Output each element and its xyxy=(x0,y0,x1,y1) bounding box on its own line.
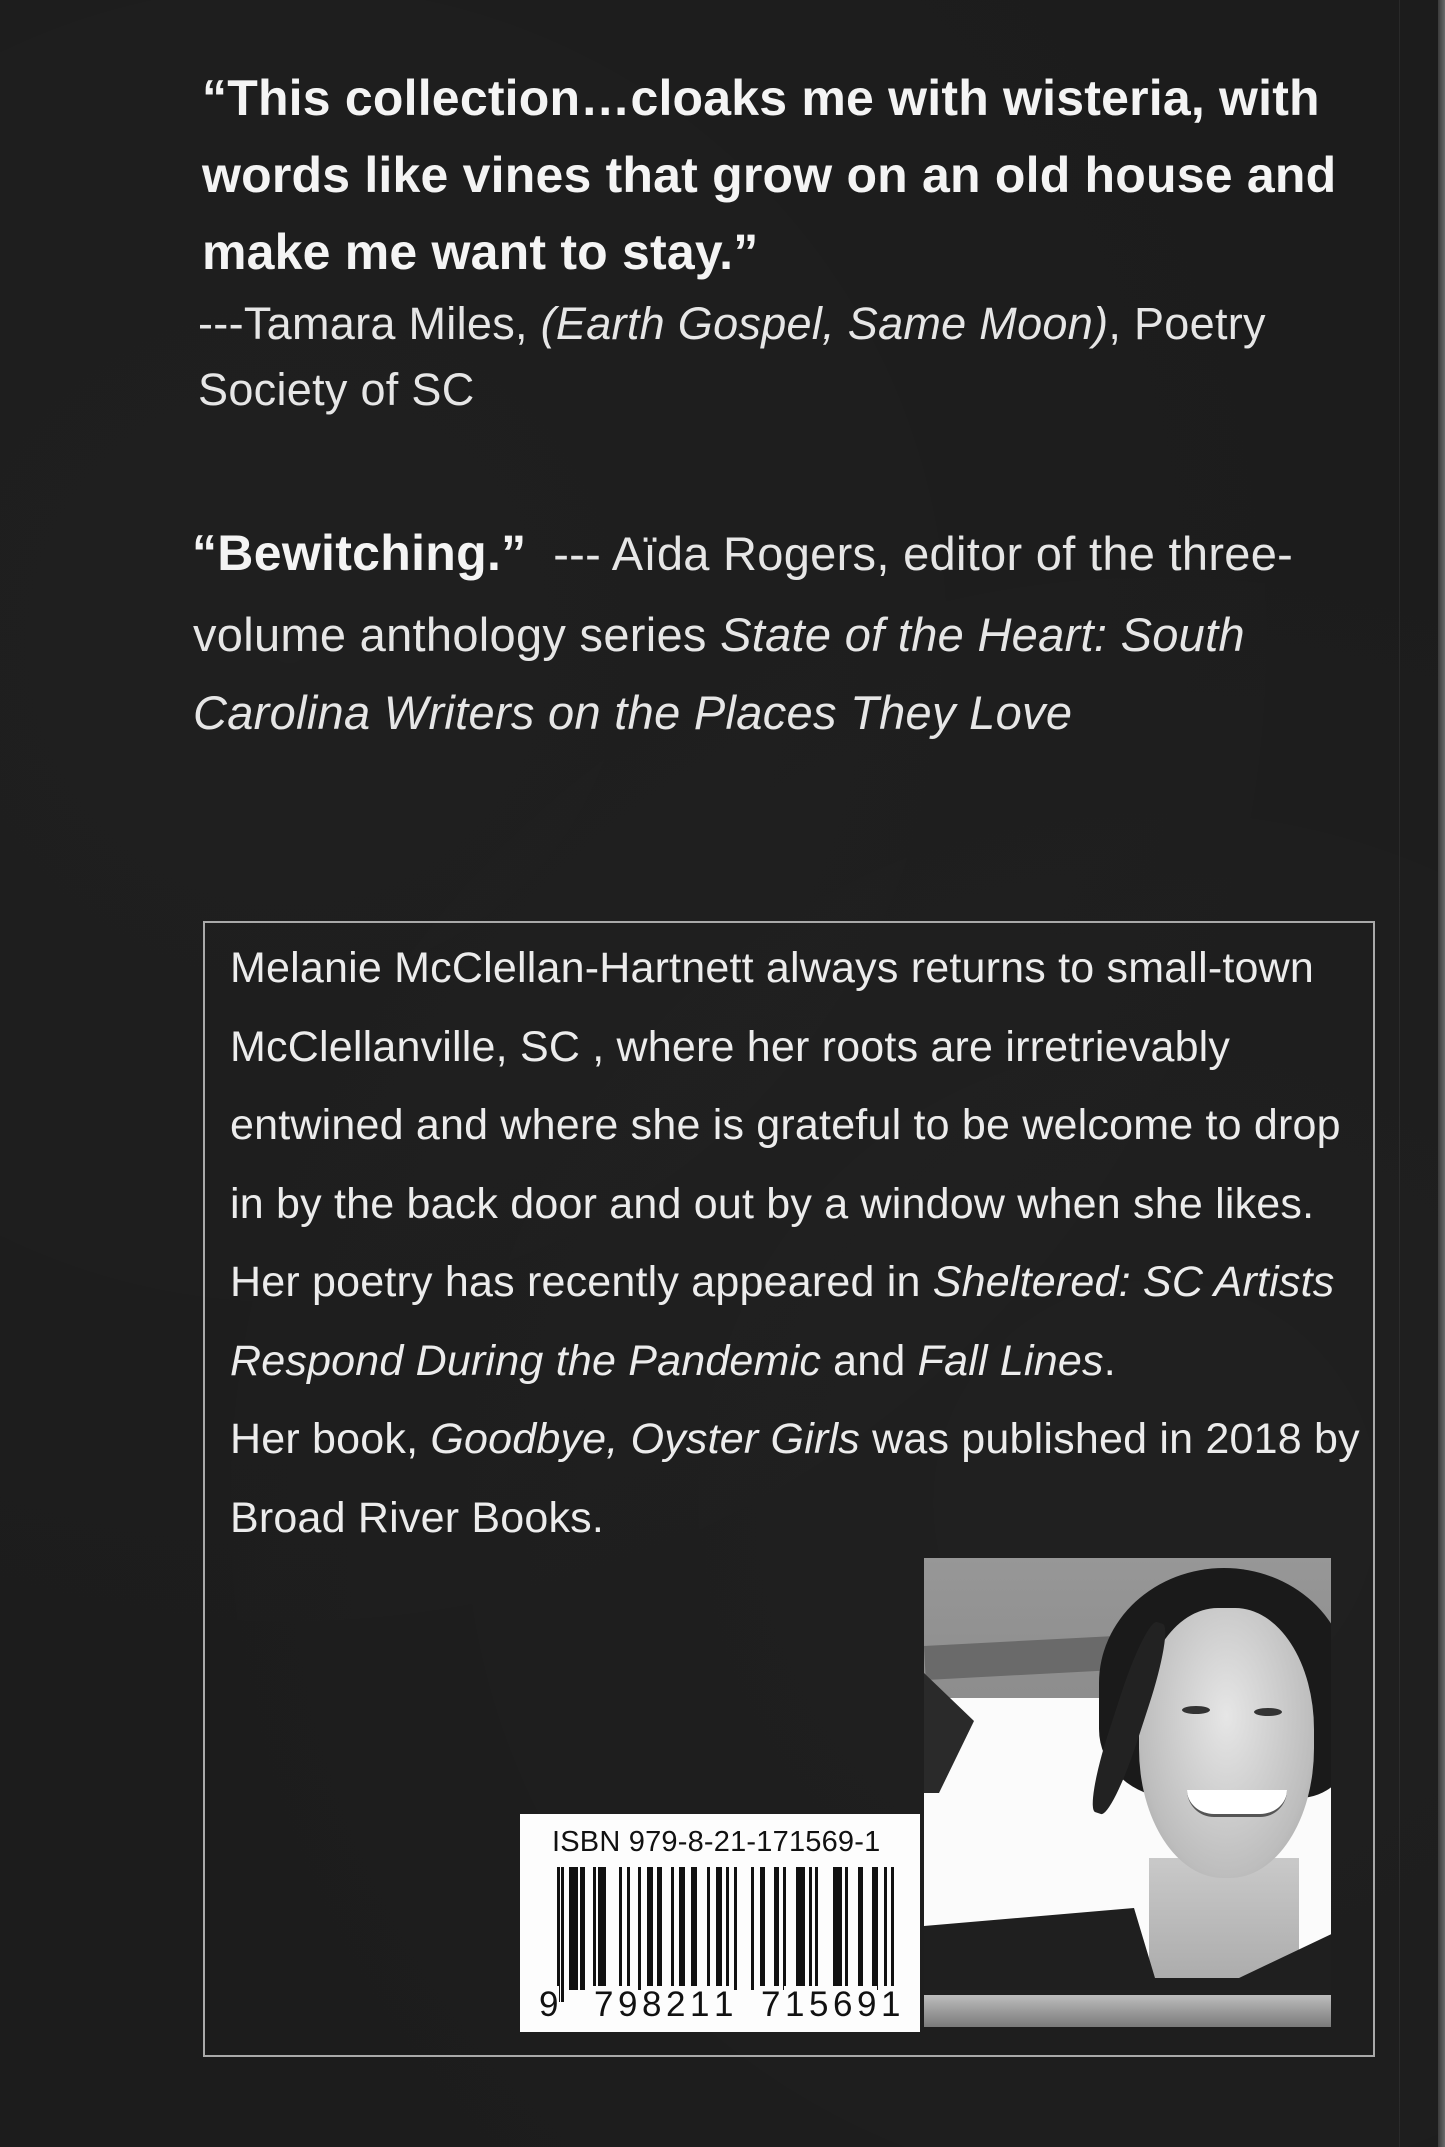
barcode-bar xyxy=(796,1867,805,1990)
barcode-bar xyxy=(872,1867,878,1990)
barcode-bar xyxy=(557,1867,560,2002)
photo-foreground-rail xyxy=(924,1995,1331,2027)
bio-line xyxy=(230,944,1314,993)
barcode-bar xyxy=(657,1867,662,1990)
barcode-bar xyxy=(679,1867,685,1990)
barcode-bar xyxy=(707,1867,710,1990)
bio-line xyxy=(230,1415,1360,1464)
barcode-bar xyxy=(726,1867,729,1990)
barcode-bar xyxy=(783,1867,786,1990)
bio-text: Her poetry has recently appeared in xyxy=(230,1258,933,1306)
barcode-bar xyxy=(858,1867,863,1990)
barcode-digit: 5 xyxy=(809,1985,829,2024)
barcode-digit: 9 xyxy=(857,1985,877,2024)
bio-italic-title: Goodbye, Oyster Girls xyxy=(430,1415,860,1463)
bio-line xyxy=(230,1101,1341,1150)
quote1-line-3: make me want to stay.” xyxy=(202,224,759,280)
barcode-digits xyxy=(520,1986,920,2026)
quote1-line-1: “This collection…cloaks me with wisteria, with xyxy=(202,70,1320,126)
bio-line xyxy=(230,1337,1116,1386)
barcode-digit: 2 xyxy=(666,1985,686,2024)
barcode-bar xyxy=(845,1867,848,1990)
bio-line xyxy=(230,1023,1230,1072)
author-photo xyxy=(924,1558,1331,2027)
quote2-plain-text: volume anthology series xyxy=(193,608,721,661)
isbn-label: ISBN 979-8-21-171569-1 xyxy=(552,1826,881,1858)
barcode-bar xyxy=(671,1867,674,1990)
quote2-bold-quote: “Bewitching.” xyxy=(192,525,527,581)
barcode-bar xyxy=(638,1867,641,1990)
bio-text: and xyxy=(821,1337,918,1385)
scanner-edge xyxy=(1438,0,1445,2147)
barcode-digit: 7 xyxy=(761,1985,781,2024)
barcode-bar xyxy=(593,1867,596,1990)
bio-line xyxy=(230,1258,1334,1307)
quote2-line-1 xyxy=(192,524,1293,582)
barcode-bar xyxy=(691,1867,697,1990)
barcode-digit: 1 xyxy=(785,1985,805,2024)
barcode-bar xyxy=(760,1867,765,1990)
barcode-digit: 9 xyxy=(618,1985,638,2024)
quote1-attribution-line-1 xyxy=(198,298,1266,350)
barcode-bar xyxy=(561,1867,564,2002)
bio-text: . xyxy=(1103,1337,1116,1385)
barcode-bar xyxy=(719,1867,722,2002)
photo-face xyxy=(1139,1608,1314,1878)
barcode-bars xyxy=(557,1867,897,2002)
photo-eye-left xyxy=(1182,1706,1210,1714)
quote2-line-2 xyxy=(193,607,1245,662)
attribution-suffix: , Poetry xyxy=(1108,298,1266,349)
isbn-barcode xyxy=(520,1814,920,2032)
barcode-bar xyxy=(598,1867,606,2002)
bio-text: was published in 2018 by xyxy=(859,1415,1360,1463)
bio-text: Melanie McClellan-Hartnett always returns to small-town xyxy=(230,944,1314,992)
barcode-bar xyxy=(619,1867,622,1990)
photo-smile xyxy=(1187,1790,1287,1817)
barcode-bar xyxy=(569,1867,578,1990)
bio-text: McClellanville, SC , where her roots are irretrievably xyxy=(230,1023,1231,1071)
barcode-digit: 8 xyxy=(642,1985,662,2024)
barcode-bar xyxy=(815,1867,818,1990)
bio-text: entwined and where she is grateful to be welcome to drop xyxy=(230,1101,1341,1149)
bio-text: Her book, xyxy=(230,1415,431,1463)
barcode-bar xyxy=(647,1867,653,1990)
barcode-digit: 9 xyxy=(539,1985,559,2024)
bio-line xyxy=(230,1180,1314,1229)
quote1-line-2: words like vines that grow on an old house and xyxy=(202,147,1337,203)
quote2-italic-title: State of the Heart: South xyxy=(720,608,1245,661)
barcode-bar xyxy=(891,1867,894,2002)
barcode-digit: 6 xyxy=(833,1985,853,2024)
barcode-digit: 1 xyxy=(881,1985,901,2024)
barcode-bar xyxy=(580,1867,585,1990)
barcode-digit: 1 xyxy=(714,1985,734,2024)
spine-fold-line xyxy=(1399,0,1400,2147)
quote1-attribution-line-2: Society of SC xyxy=(198,364,475,415)
quote2-line-3: Carolina Writers on the Places They Love xyxy=(193,686,1073,739)
barcode-bar xyxy=(734,1867,737,1990)
barcode-bar xyxy=(751,1867,754,1990)
attribution-works: (Earth Gospel, Same Moon) xyxy=(540,298,1109,349)
barcode-digit: 1 xyxy=(690,1985,710,2024)
barcode-bar xyxy=(833,1867,842,1990)
barcode-bar xyxy=(884,1867,887,1990)
barcode-bar xyxy=(627,1867,630,1990)
barcode-bar xyxy=(809,1867,812,1990)
attribution-author: ---Tamara Miles, xyxy=(198,298,541,349)
bio-line xyxy=(230,1494,604,1543)
bio-italic-title: Fall Lines xyxy=(917,1337,1104,1385)
quote2-attribution: --- Aïda Rogers, editor of the three- xyxy=(553,527,1294,580)
photo-eye-right xyxy=(1254,1708,1282,1716)
bio-italic-title: Sheltered: SC Artists xyxy=(932,1258,1335,1306)
bio-text: Broad River Books. xyxy=(230,1494,605,1542)
bio-italic-title: Respond During the Pandemic xyxy=(230,1337,822,1385)
barcode-bar xyxy=(774,1867,779,1990)
barcode-digit: 7 xyxy=(594,1985,614,2024)
bio-text: in by the back door and out by a window when she likes. xyxy=(230,1180,1315,1228)
